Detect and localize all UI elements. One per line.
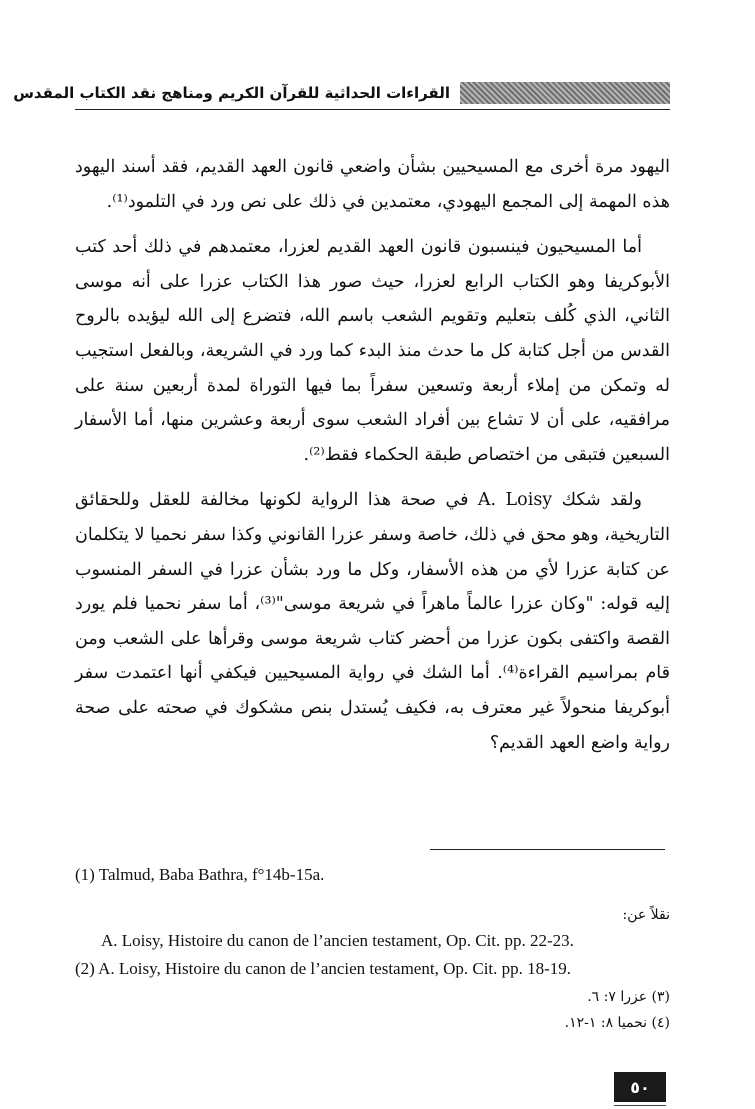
header-rule [75,109,670,110]
footnote-rule [430,849,665,850]
header-pattern-bar [460,82,670,104]
footnotes [75,862,670,1036]
footnote-4: (٤) نحميا ٨: ١-١٢. [564,1015,670,1031]
footnote-1: (1) Talmud, Baba Bathra, f°14b-15a. [75,865,325,884]
footnote-3: (٣) عزرا ٧: ٦. [587,989,670,1005]
paragraph-2: أما المسيحيون فينسبون قانون العهد القديم لعزرا، معتمدهم في ذلك أحد كتب الأبوكريفا وهو الكتاب الرابع لعزرا، حيث صور هذا الكتاب عزرا على أنه موسى الثاني، الذي كُلف بتعليم وتقويم الشعب باسم الله، فتضرع إلى الله ليؤيده بالروح القدس من أجل كتابة كل ما حدث منذ البدء كما ورد في الشريعة، وبالفعل استجيب له وتمكن من إملاء أربعة وتسعين سفراً بما فيها التوراة لمدة أربعين سنة على مرافقيه، على أن لا تشاع بين أفراد الشعب سوى أربعة وعشرين منها، أما الأسفار السبعين فتبقى من اختصاص طبقة الحكماء فقط⁽²⁾. [75,237,670,465]
footnote-1-source: A. Loisy, Histoire du canon de l’ancien testament, Op. Cit. pp. 22-23. [101,931,574,950]
page-number-rule [614,1105,666,1106]
main-text [75,150,670,760]
footnote-2: (2) A. Loisy, Histoire du canon de l’ancien testament, Op. Cit. pp. 18-19. [75,959,572,978]
header-title: القراءات الحداثية للقرآن الكريم ومناهج نقد الكتاب المقدس [13,84,450,102]
paragraph-3: ولقد شكك A. Loisy في صحة هذا الرواية لكونها مخالفة للعقل وللحقائق التاريخية، وهو محق في ذلك، خاصة وسفر عزرا القانوني وكذا سفر نحميا لا يتكلمان عن كتابة عزرا لأي من هذه الأسفار، وكل ما ورد بشأن عزرا في السفر المنسوب إليه قوله: "وكان عزرا عالماً ماهراً في شريعة موسى"⁽³⁾، أما سفر نحميا فلم يورد القصة واكتفى بكون عزرا من أحضر كتاب شريعة موسى وقرأها على الشعب ومن قام بمراسيم القراءة⁽⁴⁾. أما الشك في رواية المسيحيين فيكفي أنها اعتمدت سفر أبوكريفا منحولاً غير معترف به، فكيف يُستدل بنص مشكوك في صحته على صحة رواية واضع العهد القديم؟ [75,490,670,753]
page-number: ٥٠ [614,1072,666,1102]
footnote-quoted-from: نقلاً عن: [622,907,670,923]
running-header [13,80,670,106]
paragraph-1: اليهود مرة أخرى مع المسيحيين بشأن واضعي قانون العهد القديم، فقد أسند اليهود هذه المهمة إلى المجمع اليهودي، معتمدين في ذلك على نص ورد في التلمود⁽¹⁾. [75,157,670,212]
